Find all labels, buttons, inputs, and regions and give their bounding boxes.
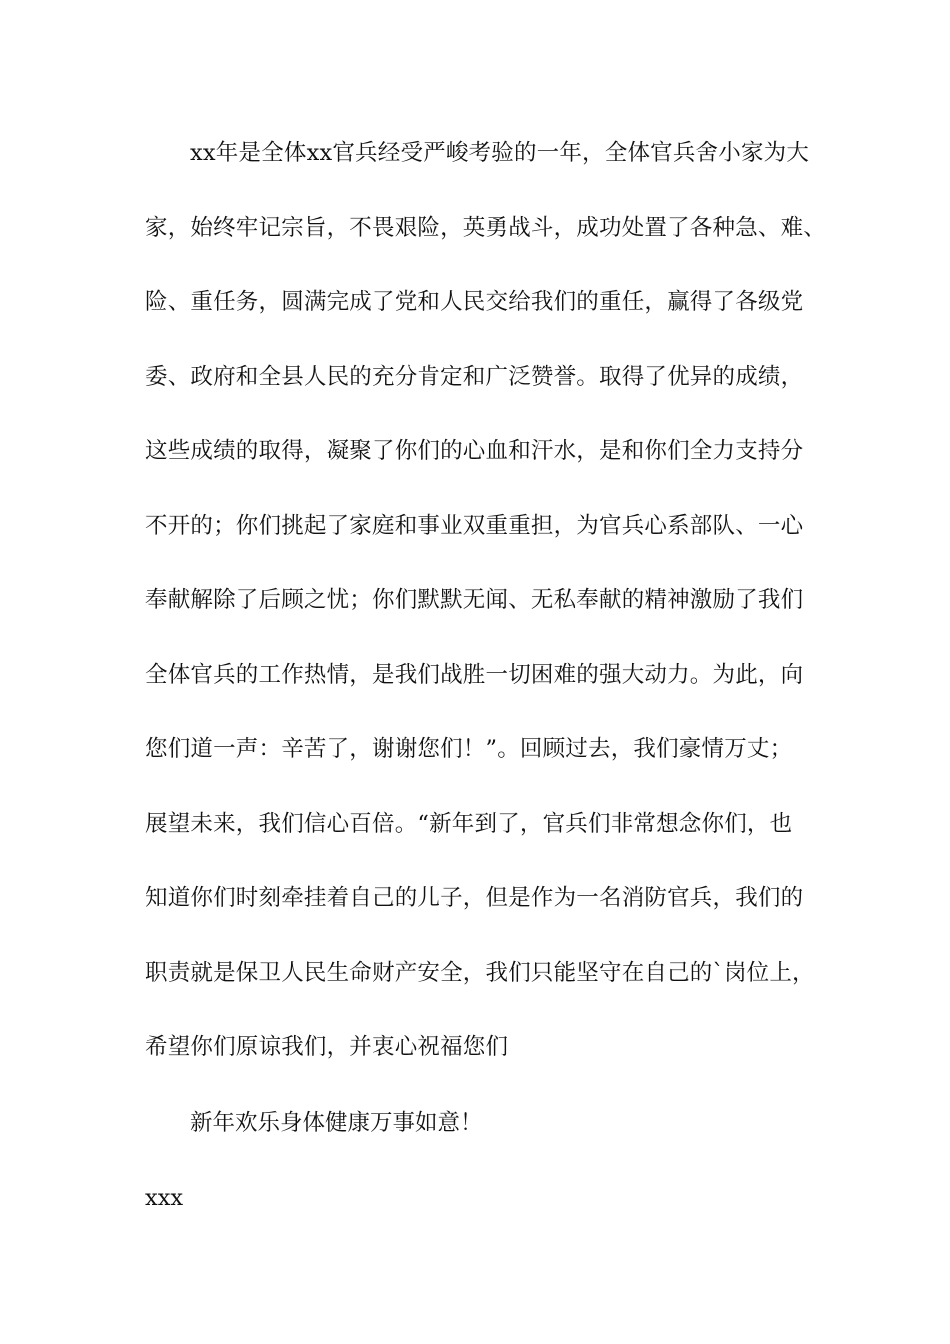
body-line: xx年是全体xx官兵经受严峻考验的一年，全体官兵舍小家为大	[190, 140, 810, 166]
body-line: 您们道一声：辛苦了，谢谢您们！”。回顾过去，我们豪情万丈；	[145, 736, 793, 762]
body-line: 希望你们原谅我们，并衷心祝福您们	[145, 1034, 509, 1060]
body-line: 家，始终牢记宗旨，不畏艰险，英勇战斗，成功处置了各种急、难、	[145, 214, 827, 241]
signature: xxx	[145, 1185, 184, 1211]
body-line: 这些成绩的取得，凝聚了你们的心血和汗水，是和你们全力支持分	[145, 438, 804, 464]
body-line: 不开的；你们挑起了家庭和事业双重重担，为官兵心系部队、一心	[145, 512, 804, 539]
body-line: 委、政府和全县人民的充分肯定和广泛赞誉。取得了优异的成绩，	[145, 363, 804, 390]
body-line: 险、重任务，圆满完成了党和人民交给我们的重任，赢得了各级党	[145, 289, 804, 315]
letter-body	[145, 130, 825, 1099]
body-line: 职责就是保卫人民生命财产安全，我们只能坚守在自己的`岗位上，	[145, 959, 815, 986]
closing-greeting: 新年欢乐身体健康万事如意！	[190, 1110, 483, 1136]
body-line: 全体官兵的工作热情，是我们战胜一切困难的强大动力。为此，向	[145, 661, 804, 688]
body-line: 展望未来，我们信心百倍。“新年到了，官兵们非常想念你们，也	[145, 810, 793, 837]
body-line: 知道你们时刻牵挂着自己的儿子，但是作为一名消防官兵，我们的	[145, 885, 804, 911]
body-line: 奉献解除了后顾之忧；你们默默无闻、无私奉献的精神激励了我们	[145, 587, 804, 613]
